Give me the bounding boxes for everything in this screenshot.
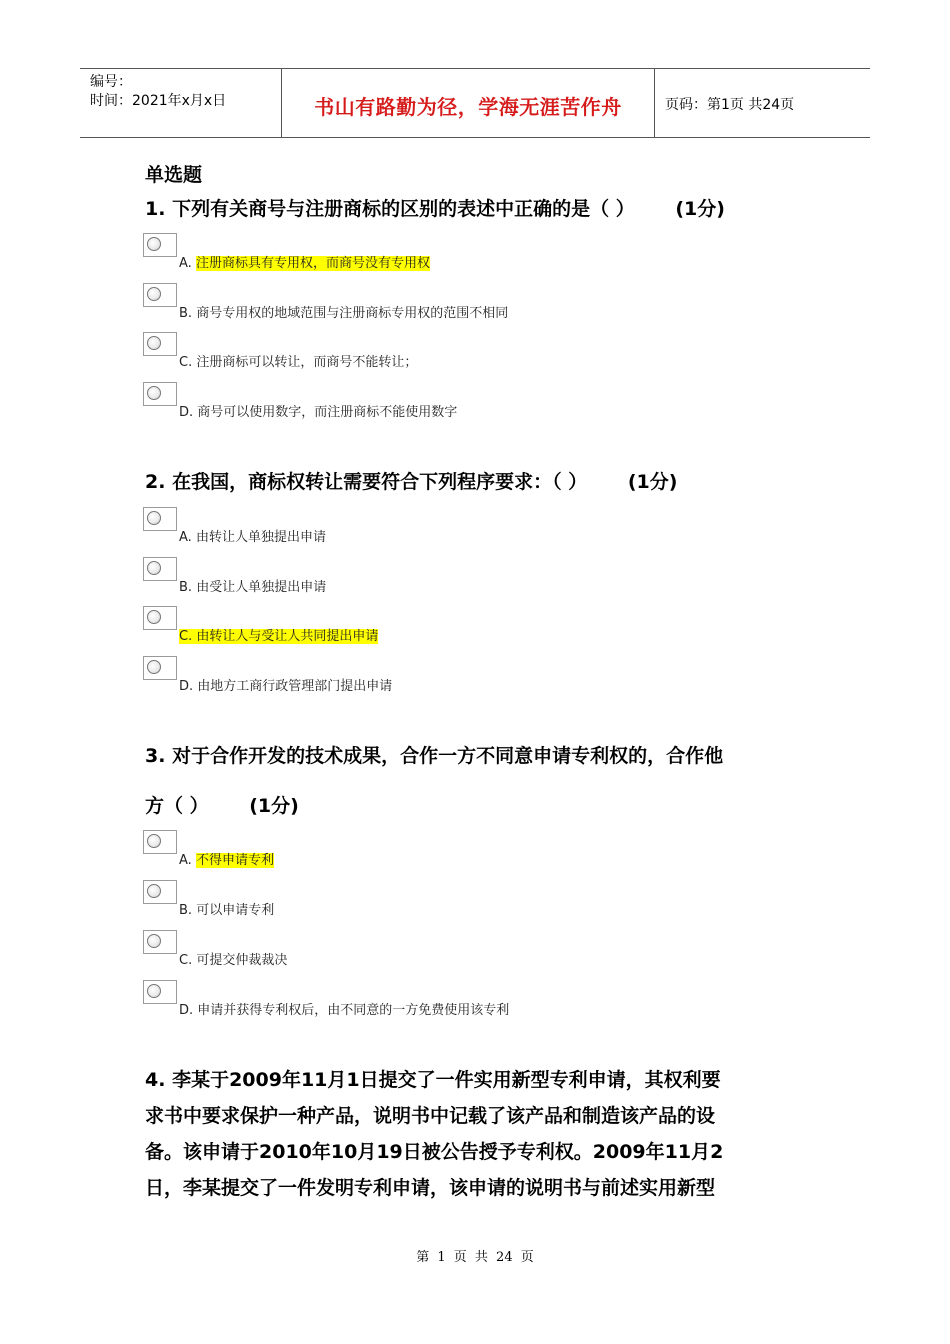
option-label — [179, 305, 508, 323]
option-letter: D. — [179, 679, 194, 694]
radio-button[interactable] — [143, 656, 177, 680]
option-1c[interactable] — [143, 332, 783, 380]
question-score: (1分) — [675, 198, 725, 220]
option-label — [179, 354, 417, 372]
question-4 — [145, 1062, 805, 1206]
radio-circle-icon — [147, 237, 161, 251]
option-letter: B. — [179, 306, 193, 321]
option-2d[interactable] — [143, 656, 783, 704]
header-meta — [80, 69, 282, 137]
radio-circle-icon — [147, 386, 161, 400]
option-text: 申请并获得专利权后，由不同意的一方免费使用该专利 — [197, 1003, 510, 1018]
radio-button[interactable] — [143, 880, 177, 904]
option-label — [179, 952, 287, 970]
option-label — [179, 678, 392, 696]
question-3 — [145, 738, 805, 774]
radio-circle-icon — [147, 610, 161, 624]
page-header — [80, 68, 870, 138]
radio-button[interactable] — [143, 332, 177, 356]
option-text-highlighted: 由转让人与受让人共同提出申请 — [196, 629, 379, 644]
time-label: 时间：2021年x月x日 — [90, 93, 227, 109]
radio-circle-icon — [147, 561, 161, 575]
question-2 — [145, 464, 805, 500]
option-2b[interactable] — [143, 557, 783, 605]
option-text: 可以申请专利 — [196, 903, 275, 918]
header-motto-cell — [282, 69, 655, 137]
header-page-cell — [655, 69, 870, 137]
question-text-line: 求书中要求保护一种产品，说明书中记载了该产品和制造该产品的设 — [145, 1105, 716, 1127]
question-text-line1: 对于合作开发的技术成果，合作一方不同意申请专利权的，合作他 — [172, 745, 724, 767]
question-text-line: 备。该申请于2010年10月19日被公告授予专利权。2009年11月2 — [145, 1141, 724, 1163]
option-3a[interactable] — [143, 830, 783, 878]
section-title: 单选题 — [145, 164, 203, 186]
option-letter: C. — [179, 629, 193, 644]
radio-button[interactable] — [143, 382, 177, 406]
question-text-line: 日，李某提交了一件发明专利申请，该申请的说明书与前述实用新型 — [145, 1177, 716, 1199]
option-3c[interactable] — [143, 930, 783, 978]
option-text: 由地方工商行政管理部门提出申请 — [197, 679, 393, 694]
radio-circle-icon — [147, 336, 161, 350]
option-label — [179, 404, 457, 422]
page-info: 页码：第1页 共24页 — [665, 97, 795, 113]
option-letter: C. — [179, 355, 193, 370]
radio-circle-icon — [147, 884, 161, 898]
radio-circle-icon — [147, 660, 161, 674]
question-3-cont — [145, 788, 805, 824]
question-text: 在我国，商标权转让需要符合下列程序要求：（ ） — [172, 471, 588, 493]
option-label — [179, 529, 326, 547]
question-text-line: 李某于2009年11月1日提交了一件实用新型专利申请，其权利要 — [172, 1069, 721, 1091]
question-score: (1分) — [627, 471, 678, 493]
radio-button[interactable] — [143, 980, 177, 1004]
question-line — [145, 1062, 805, 1098]
radio-button[interactable] — [143, 830, 177, 854]
radio-circle-icon — [147, 511, 161, 525]
radio-button[interactable] — [143, 507, 177, 531]
option-letter: A. — [179, 853, 192, 868]
option-text-highlighted: 不得申请专利 — [195, 853, 274, 868]
question-number: 1. — [145, 198, 166, 220]
option-3b[interactable] — [143, 880, 783, 928]
option-text: 商号可以使用数字，而注册商标不能使用数字 — [197, 405, 458, 420]
option-3d[interactable] — [143, 980, 783, 1028]
option-text: 商号专用权的地域范围与注册商标专用权的范围不相同 — [196, 306, 509, 321]
question-number: 3. — [145, 745, 166, 767]
option-1d[interactable] — [143, 382, 783, 430]
question-number: 2. — [145, 471, 166, 493]
option-label — [179, 255, 430, 273]
radio-circle-icon — [147, 287, 161, 301]
radio-circle-icon — [147, 984, 161, 998]
option-letter: B. — [179, 903, 193, 918]
option-1a[interactable] — [143, 233, 783, 281]
radio-button[interactable] — [143, 557, 177, 581]
option-text: 由受让人单独提出申请 — [196, 580, 327, 595]
option-label — [179, 902, 274, 920]
option-letter: B. — [179, 580, 193, 595]
option-label — [179, 628, 378, 646]
option-letter: A. — [179, 256, 192, 271]
option-2a[interactable] — [143, 507, 783, 555]
radio-button[interactable] — [143, 606, 177, 630]
option-text: 可提交仲裁裁决 — [196, 953, 288, 968]
option-letter: D. — [179, 1003, 194, 1018]
question-text: 下列有关商号与注册商标的区别的表述中正确的是（ ） — [172, 198, 635, 220]
radio-button[interactable] — [143, 233, 177, 257]
option-letter: D. — [179, 405, 194, 420]
option-letter: C. — [179, 953, 193, 968]
question-score: (1分) — [249, 795, 299, 817]
option-1b[interactable] — [143, 283, 783, 331]
option-label — [179, 1002, 509, 1020]
radio-button[interactable] — [143, 283, 177, 307]
option-label — [179, 852, 274, 870]
option-text: 由转让人单独提出申请 — [195, 530, 326, 545]
number-label: 编号： — [90, 74, 132, 90]
question-number: 4. — [145, 1069, 166, 1091]
option-2c[interactable] — [143, 606, 783, 654]
option-text-highlighted: 注册商标具有专用权，而商号没有专用权 — [195, 256, 430, 271]
option-label — [179, 579, 326, 597]
radio-circle-icon — [147, 834, 161, 848]
motto: 书山有路勤为径，学海无涯苦作舟 — [314, 95, 622, 119]
option-letter: A. — [179, 530, 192, 545]
question-text-line2: 方（ ） — [145, 795, 209, 817]
page-footer: 第 1 页 共 24 页 — [416, 1250, 534, 1265]
option-text: 注册商标可以转让，而商号不能转让； — [196, 355, 418, 370]
radio-button[interactable] — [143, 930, 177, 954]
question-1 — [145, 191, 805, 227]
radio-circle-icon — [147, 934, 161, 948]
